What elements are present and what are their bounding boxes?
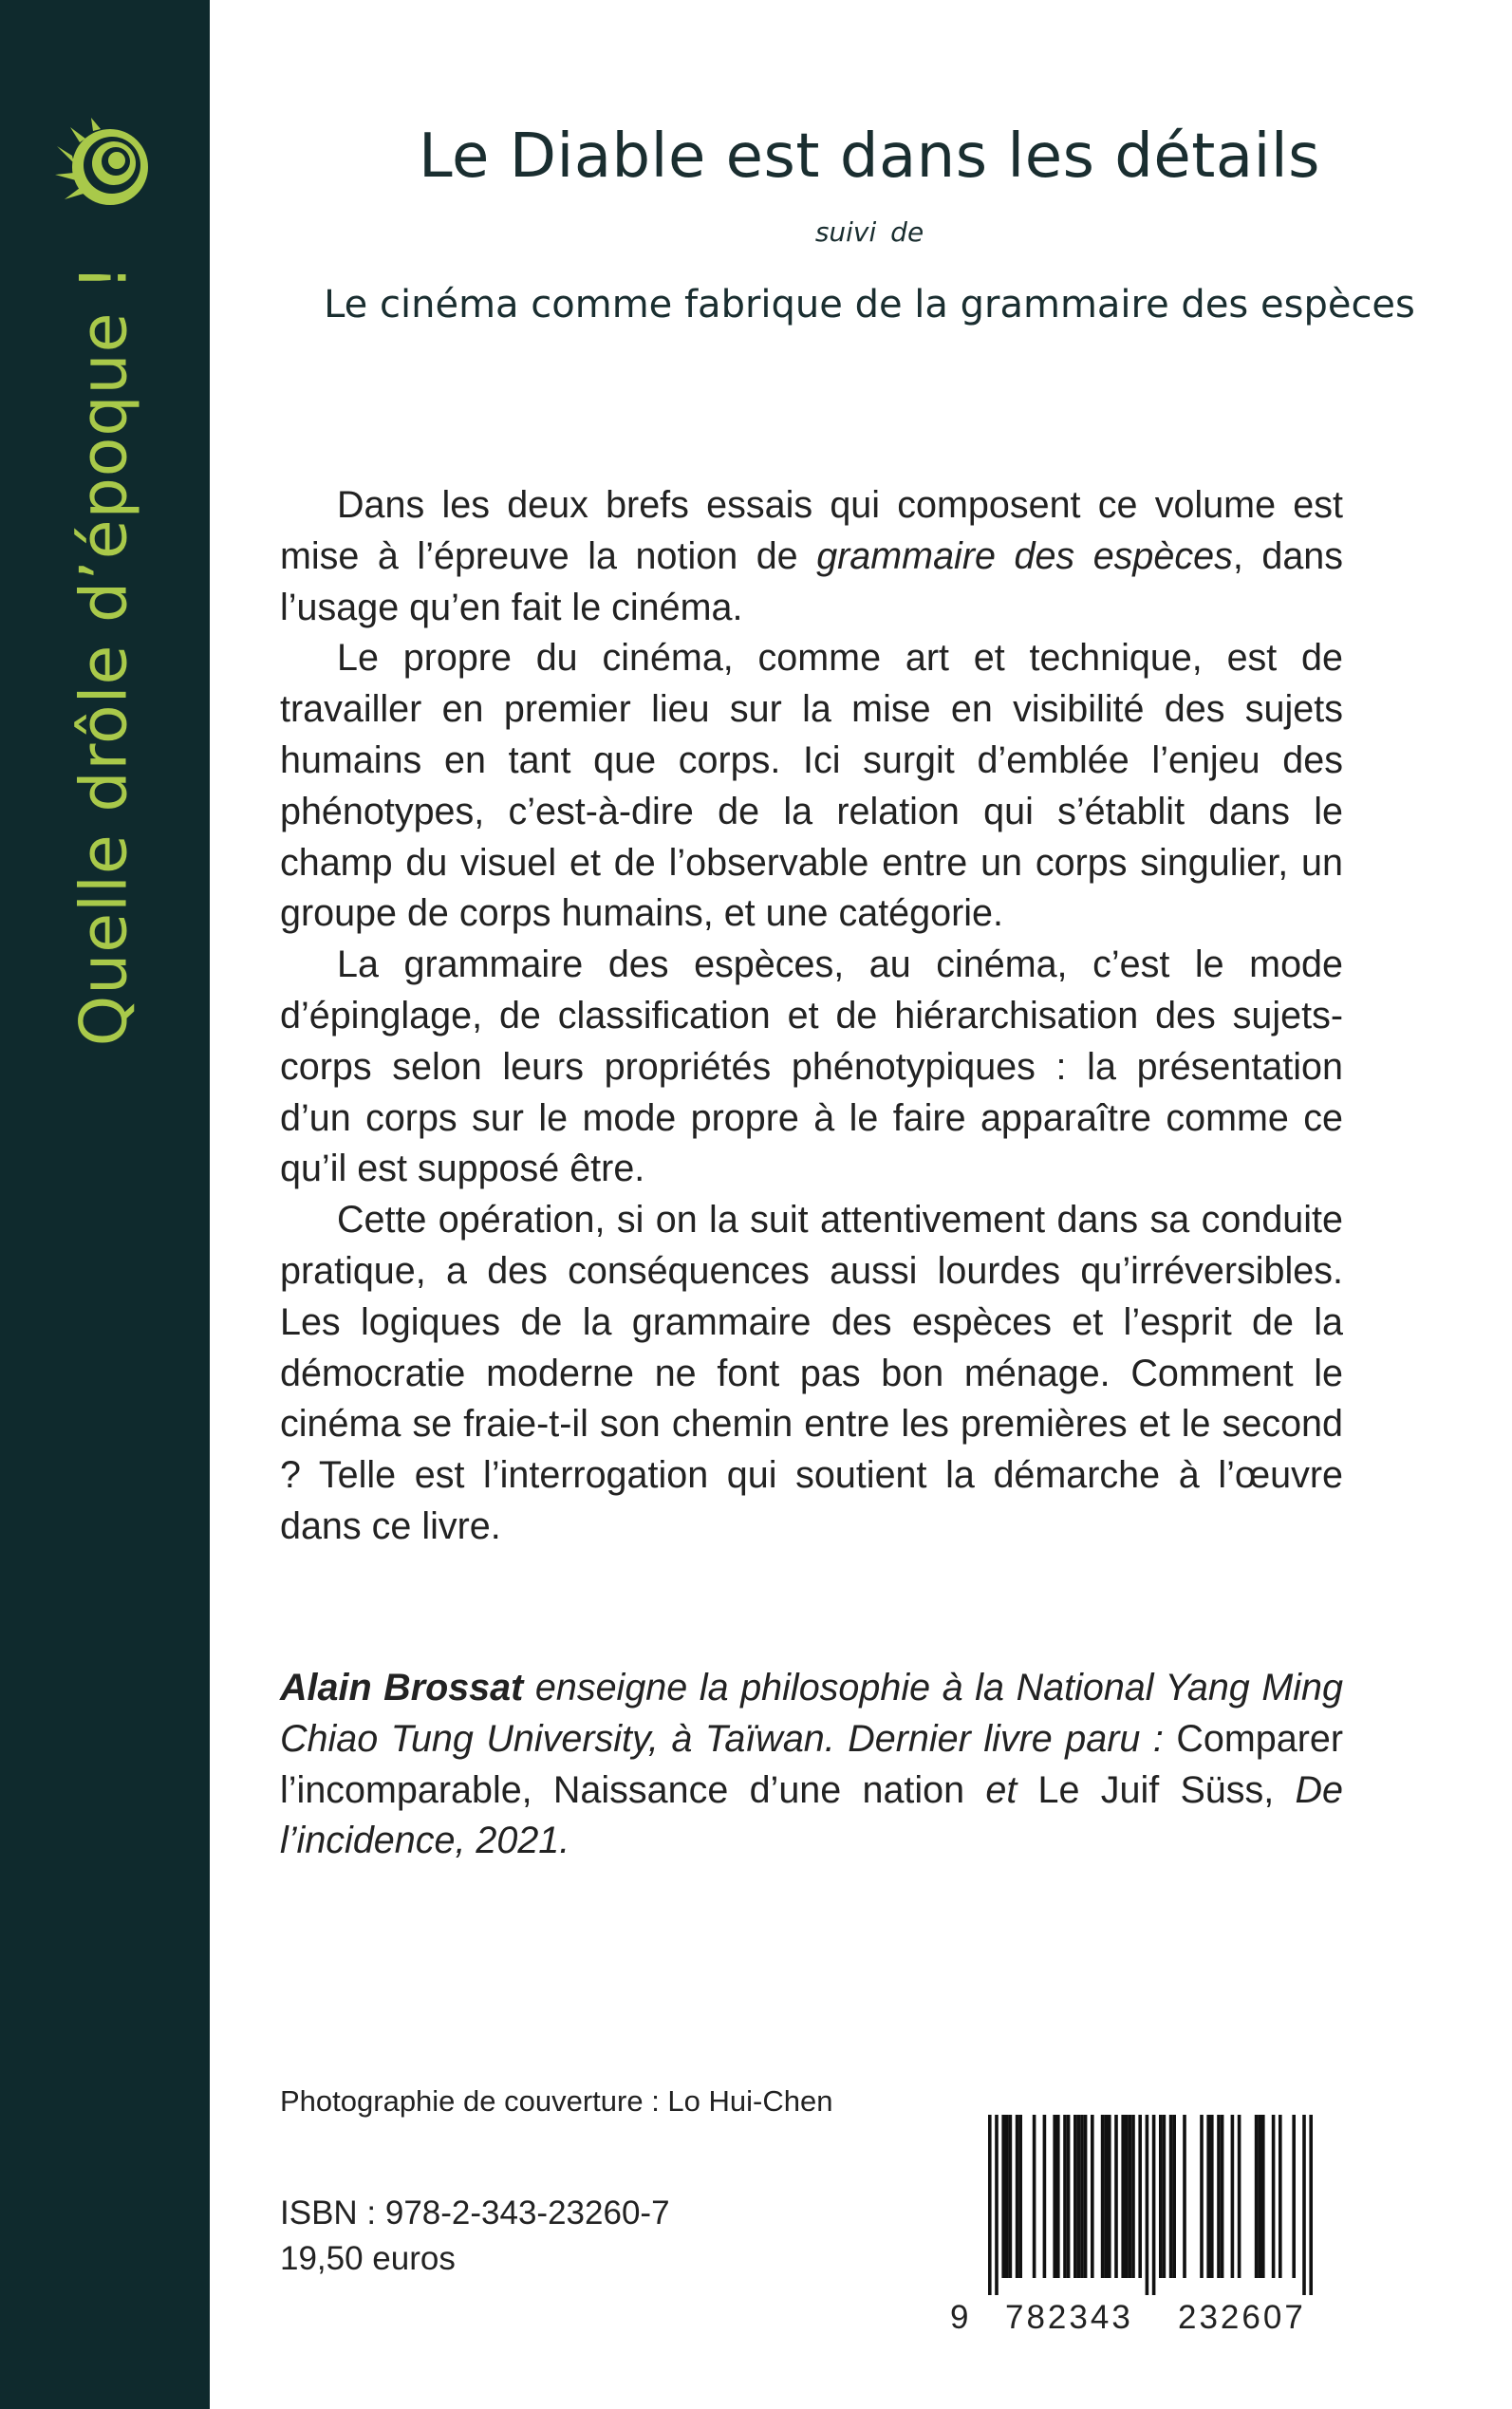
barcode-bar [1101,2115,1105,2278]
spine [0,0,210,2409]
author-bio: Alain Brossat enseigne la philosophie à la National Yang Ming Chiao Tung University, à Taïwan. Dernier livre paru : Comparer l’incomparable, Naissance d’une nation et Le Juif Süss, De l’incidence, 2021. [280,1667,1343,1862]
barcode-bar [1183,2115,1186,2278]
price: 19,50 euros [280,2240,456,2277]
barcode-bar [1217,2115,1221,2278]
barcode-bar [1067,2115,1071,2278]
barcode-bar [1231,2115,1235,2278]
barcode-bar [1292,2115,1296,2278]
barcode-bar [1206,2115,1210,2278]
book-titles-b: Le Juif Süss, [1017,1768,1296,1811]
isbn-block [280,2191,670,2282]
book-subtitle: Le cinéma comme fabrique de la grammaire des espèces [324,283,1415,327]
barcode-bar [1210,2115,1214,2278]
barcode-bar [1159,2115,1163,2278]
barcode-bar [1169,2115,1173,2278]
barcode-bar [1073,2115,1077,2278]
barcode-bar [1238,2115,1241,2278]
barcode-bar [1152,2115,1156,2295]
barcode-bar [1172,2115,1176,2278]
barcode-bar [1080,2115,1084,2278]
book-title: Le Diable est dans les détails [419,121,1320,192]
barcode-bar [988,2115,992,2295]
barcode-bar [1309,2115,1313,2295]
barcode-bar [1001,2115,1005,2278]
barcode-bar [1084,2115,1088,2278]
suivi-de-label: suivi de [814,216,924,248]
barcode-bar [1114,2115,1118,2278]
barcode-bar [1255,2115,1259,2278]
barcode-bar [1121,2115,1125,2278]
barcode-bar [995,2115,999,2295]
barcode [950,2115,1349,2295]
spiral-shell-logo-icon [51,118,163,213]
barcode-bar [1146,2115,1149,2295]
barcode-bar [1138,2115,1142,2278]
barcode-bar [1272,2115,1276,2278]
barcode-bar [1053,2115,1056,2278]
emphasis-grammaire: grammaire des espèces [816,534,1233,577]
barcode-bar [1091,2115,1094,2278]
barcode-group-left: 782343 [1005,2299,1133,2336]
series-title: Quelle drôle d’époque ! [66,263,142,1047]
barcode-bar [1063,2115,1067,2278]
publisher: De l’incidence, 2021. [280,1768,1343,1862]
barcode-bar [1043,2115,1047,2278]
back-cover-content [210,0,1512,2409]
blurb-paragraph-1: Dans les deux brefs essais qui composent ce volume est mise à l’épreuve la notion de grammaire des espèces, dans l’usage qu’en fait le cinéma. [280,484,1344,628]
barcode-bar [1104,2115,1108,2278]
barcode-bar [1009,2115,1013,2278]
barcode-bar [1018,2115,1022,2278]
barcode-group-right: 232607 [1178,2299,1306,2336]
barcode-bar [1163,2115,1167,2278]
barcode-bar [1131,2115,1135,2278]
barcode-bar [1261,2115,1265,2278]
barcode-bar [1302,2115,1306,2295]
photo-credit: Photographie de couverture : Lo Hui-Chen [280,2084,833,2118]
barcode-bar [1056,2115,1060,2278]
blurb [280,480,1343,1553]
blurb-paragraph-2: Le propre du cinéma, comme art et technique, est de travailler en premier lieu sur la mise en visibilité des sujets humains en tant que corps. Ici surgit d’emblée l’enjeu des phénotypes, c’est-à-dire de la relation qui s’établit dans le champ du visuel et de l’observable entre un corps singulier, un groupe de corps humains, et une catégorie. [280,637,1343,935]
barcode-bar [1016,2115,1019,2278]
blurb-paragraph-3: La grammaire des espèces, au cinéma, c’est le mode d’épinglage, de classification et de hiérarchisation des sujets-corps selon leurs propriétés phénotypiques : la présentation d’un corps sur le mode propre à le faire apparaître comme ce qu’il est supposé être. [280,943,1343,1190]
blurb-paragraph-4: Cette opération, si on la suit attentivement dans sa conduite pratique, a des conséquences aussi lourdes qu’irréversibles. Les logiques de la grammaire des espèces et l’esprit de la démocratie moderne ne font pas bon ménage. Comment le cinéma se fraie-t-il son chemin entre les premières et le second ? Telle est l’interrogation qui soutient la démarche à l’œuvre dans ce livre. [280,1199,1343,1547]
barcode-bar [1077,2115,1081,2278]
barcode-bar [1129,2115,1132,2278]
barcode-bar [1279,2115,1282,2278]
isbn: ISBN : 978-2-343-23260-7 [280,2194,670,2232]
barcode-digit-first: 9 [950,2299,969,2336]
barcode-bar [1258,2115,1261,2278]
barcode-bar [1005,2115,1009,2278]
barcode-bar [1033,2115,1036,2278]
barcode-bar [1125,2115,1129,2278]
barcode-bar [1200,2115,1204,2278]
author-name: Alain Brossat [280,1667,524,1709]
barcode-bar [1108,2115,1111,2278]
barcode-bar [1221,2115,1224,2278]
book-titles-a: Comparer l’incomparable, Naissance d’une nation [280,1717,1343,1811]
